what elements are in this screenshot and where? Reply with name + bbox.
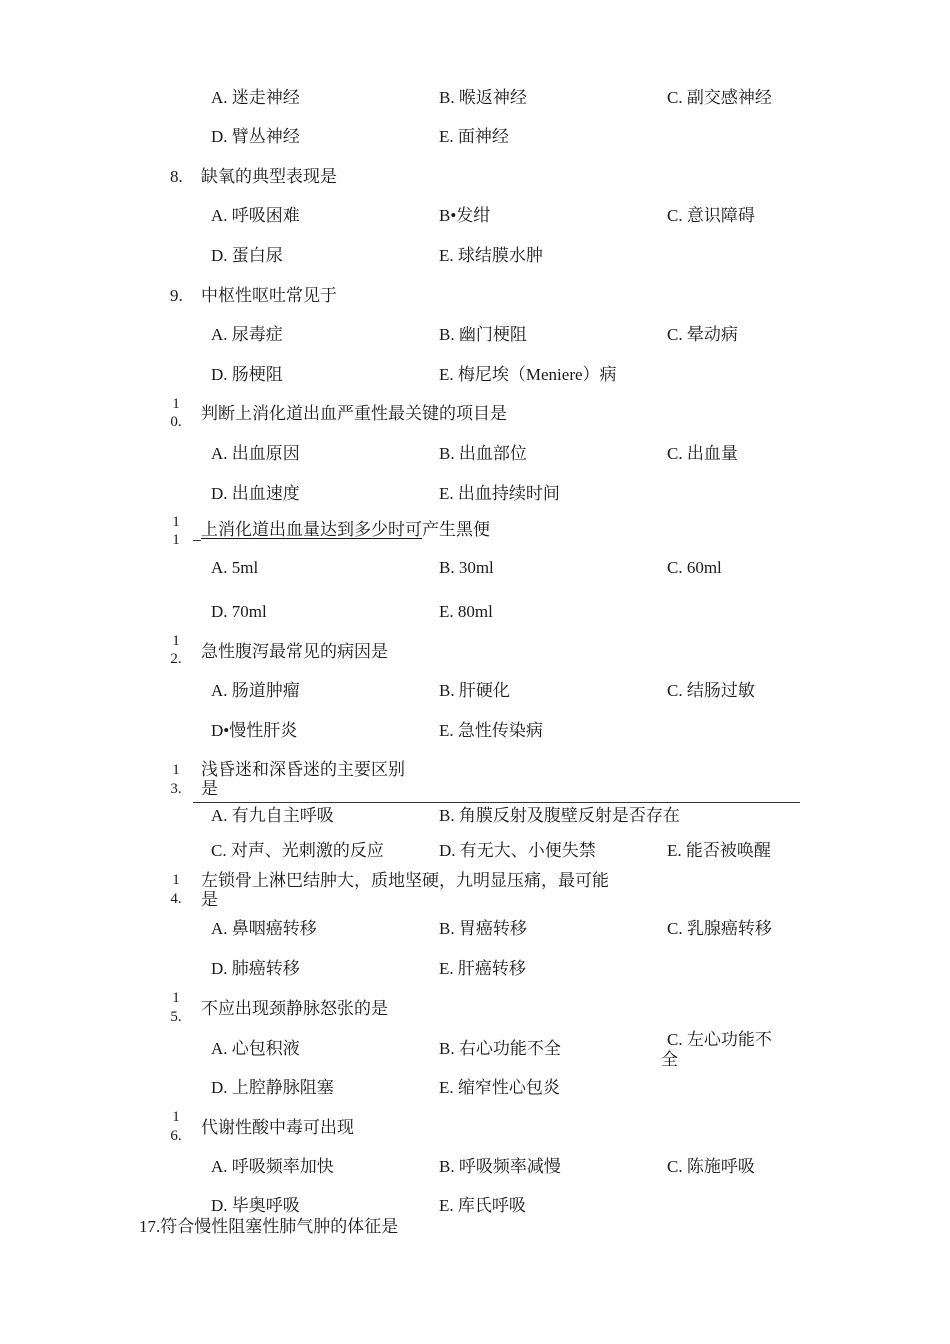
q11-number-line2: 1 [172,532,180,548]
q9-option-e[interactable]: E. 梅尼埃（Meniere）病 [439,365,617,384]
q15-option-c[interactable]: C. 左心功能不 [667,1030,772,1049]
q11-option-d[interactable]: D. 70ml [211,602,267,621]
q16-number-line1: 1 [172,1109,180,1125]
q15-option-d[interactable]: D. 上腔静脉阻塞 [211,1078,334,1097]
q9-stem: 中枢性呕吐常见于 [201,286,337,305]
q13-option-a[interactable]: A. 有九自主呼吸 [211,806,334,825]
q16-option-a[interactable]: A. 呼吸频率加快 [211,1157,334,1176]
q13-option-d[interactable]: D. 有无大、小便失禁 [439,841,596,860]
q15-number-line2: 5. [170,1009,182,1025]
q9-option-c[interactable]: C. 晕动病 [667,325,738,344]
q10-option-a[interactable]: A. 出血原因 [211,444,300,463]
q14-option-a[interactable]: A. 鼻咽癌转移 [211,919,317,938]
q13-number-line2: 3. [170,781,182,797]
q7-option-b[interactable]: B. 喉返神经 [439,88,527,107]
q11-underline-lead [193,540,201,541]
q9-option-d[interactable]: D. 肠梗阻 [211,365,283,384]
q8-option-c[interactable]: C. 意识障碍 [667,206,755,225]
q16-number-line2: 6. [170,1128,182,1144]
q15-stem: 不应出现颈静脉怒张的是 [201,999,388,1018]
q16-option-e[interactable]: E. 库氏呼吸 [439,1196,526,1215]
q16-option-c[interactable]: C. 陈施呼吸 [667,1157,755,1176]
q16-option-b[interactable]: B. 呼吸频率减慢 [439,1157,561,1176]
q12-option-b[interactable]: B. 肝硬化 [439,681,510,700]
q14-stem-line2: 是 [201,890,218,909]
q10-option-b[interactable]: B. 出血部位 [439,444,527,463]
q12-option-e[interactable]: E. 急性传染病 [439,721,543,740]
q12-option-a[interactable]: A. 肠道肿瘤 [211,681,300,700]
q10-number-line2: 0. [170,414,182,430]
q8-option-a[interactable]: A. 呼吸困难 [211,206,300,225]
q15-option-a[interactable]: A. 心包积液 [211,1039,300,1058]
q13-option-e[interactable]: E. 能否被唤醒 [667,841,771,860]
q7-option-d[interactable]: D. 臂丛神经 [211,127,300,146]
q16-option-d[interactable]: D. 毕奥呼吸 [211,1196,300,1215]
q13-number-line1: 1 [172,762,180,778]
q9-number: 9. [170,286,183,305]
q7-option-a[interactable]: A. 迷走神经 [211,88,300,107]
q14-stem-line1: 左锁骨上淋巴结肿大，质地坚硬，九明显压痛，最可能 [201,871,609,890]
q14-number-line2: 4. [170,891,182,907]
q8-stem: 缺氧的典型表现是 [201,167,337,186]
q12-number-line1: 1 [172,633,180,649]
q11-stem-tail: 产生黑便 [422,520,490,539]
q7-option-e[interactable]: E. 面神经 [439,127,509,146]
q9-option-a[interactable]: A. 尿毒症 [211,325,283,344]
q8-option-e[interactable]: E. 球结膜水肿 [439,246,543,265]
q12-stem: 急性腹泻最常见的病因是 [201,642,388,661]
q13-option-b[interactable]: B. 角膜反射及腹壁反射是否存在 [439,806,680,825]
q15-option-e[interactable]: E. 缩窄性心包炎 [439,1078,560,1097]
q13-divider [193,802,800,803]
q10-option-c[interactable]: C. 出血量 [667,444,738,463]
q13-stem-line2: 是 [201,779,218,798]
q17-stem: 17.符合慢性阻塞性肺气肿的体征是 [139,1217,399,1236]
q13-stem-line1: 浅昏迷和深昏迷的主要区别 [201,760,405,779]
q11-number-line1: 1 [172,514,180,530]
q8-number: 8. [170,167,183,186]
q13-option-c[interactable]: C. 对声、光刺激的反应 [211,841,384,860]
q12-option-c[interactable]: C. 结肠过敏 [667,681,755,700]
q8-option-b[interactable]: B•发绀 [439,206,491,225]
q16-stem: 代谢性酸中毒可出现 [201,1118,354,1137]
q11-option-e[interactable]: E. 80ml [439,602,493,621]
q10-option-e[interactable]: E. 出血持续时间 [439,484,560,503]
q11-option-c[interactable]: C. 60ml [667,558,722,577]
q15-number-line1: 1 [172,990,180,1006]
q11-option-a[interactable]: A. 5ml [211,558,259,577]
q11-stem [201,520,490,540]
q11-stem-underlined: 上消化道出血量达到多少时可 [201,520,422,539]
q10-number-line1: 1 [172,396,180,412]
q14-option-c[interactable]: C. 乳腺癌转移 [667,919,772,938]
q9-option-b[interactable]: B. 幽门梗阻 [439,325,527,344]
q10-option-d[interactable]: D. 出血速度 [211,484,300,503]
q15-option-c-wrap: 全 [661,1050,678,1069]
q7-option-c[interactable]: C. 副交感神经 [667,88,772,107]
q15-option-b[interactable]: B. 右心功能不全 [439,1039,561,1058]
q14-option-e[interactable]: E. 肝癌转移 [439,959,526,978]
q11-option-b[interactable]: B. 30ml [439,558,494,577]
q14-option-b[interactable]: B. 胃癌转移 [439,919,527,938]
q14-option-d[interactable]: D. 肺癌转移 [211,959,300,978]
q10-stem: 判断上消化道出血严重性最关键的项目是 [201,404,507,423]
q12-number-line2: 2. [170,651,182,667]
q12-option-d[interactable]: D•慢性肝炎 [211,721,298,740]
q14-number-line1: 1 [172,872,180,888]
q8-option-d[interactable]: D. 蛋白尿 [211,246,283,265]
